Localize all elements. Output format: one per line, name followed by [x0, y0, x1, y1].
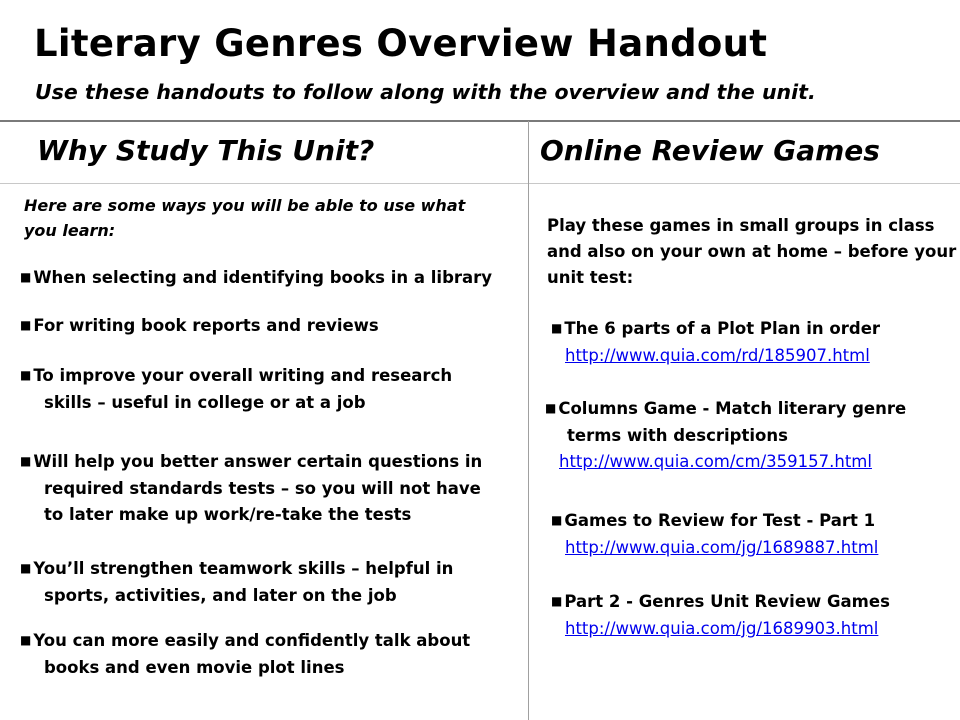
- game-link[interactable]: http://www.quia.com/jg/1689903.html: [565, 619, 879, 638]
- page-subtitle: Use these handouts to follow along with the overview and the unit.: [35, 80, 816, 104]
- list-item: [20, 628, 470, 681]
- square-bullet-icon: ■: [20, 318, 32, 332]
- game-link[interactable]: http://www.quia.com/cm/359157.html: [559, 452, 872, 471]
- column-heading-divider: [0, 183, 960, 184]
- square-bullet-icon: ■: [551, 321, 563, 335]
- list-item: [20, 265, 492, 292]
- game-title: Columns Game - Match literary genre: [558, 399, 907, 418]
- why-study-intro: Here are some ways you will be able to use what you learn:: [24, 196, 466, 240]
- why-study-heading: Why Study This Unit?: [37, 134, 375, 167]
- game-link[interactable]: http://www.quia.com/jg/1689887.html: [565, 538, 879, 557]
- bullet-text: For writing book reports and reviews: [33, 316, 379, 335]
- list-item: [551, 316, 880, 369]
- square-bullet-icon: ■: [20, 368, 32, 382]
- bullet-text: required standards tests – so you will not have: [44, 479, 481, 498]
- square-bullet-icon: ■: [545, 401, 557, 415]
- square-bullet-icon: ■: [20, 454, 32, 468]
- bullet-text: You’ll strengthen teamwork skills – helpful in: [33, 559, 454, 578]
- list-item: [20, 449, 482, 528]
- list-item: [20, 363, 452, 416]
- square-bullet-icon: ■: [551, 594, 563, 608]
- game-title: The 6 parts of a Plot Plan in order: [564, 319, 881, 338]
- bullet-text: To improve your overall writing and research: [33, 366, 453, 385]
- square-bullet-icon: ■: [20, 270, 32, 284]
- list-item: [545, 396, 906, 475]
- bullet-text: sports, activities, and later on the job: [44, 586, 397, 605]
- list-item: [20, 313, 379, 340]
- game-title: terms with descriptions: [567, 426, 788, 445]
- game-link[interactable]: http://www.quia.com/rd/185907.html: [565, 346, 870, 365]
- bullet-text: Will help you better answer certain questions in: [33, 452, 483, 471]
- bullet-text: to later make up work/re-take the tests: [44, 505, 412, 524]
- list-item: [20, 556, 453, 609]
- page-title: Literary Genres Overview Handout: [34, 22, 768, 65]
- bullet-text: When selecting and identifying books in a library: [33, 268, 493, 287]
- list-item: [551, 508, 878, 561]
- bullet-text: skills – useful in college or at a job: [44, 393, 366, 412]
- game-title: Part 2 - Genres Unit Review Games: [564, 592, 890, 611]
- game-title: Games to Review for Test - Part 1: [564, 511, 876, 530]
- square-bullet-icon: ■: [20, 561, 32, 575]
- header-divider: [0, 120, 960, 122]
- bullet-text: books and even movie plot lines: [44, 658, 345, 677]
- bullet-text: You can more easily and confidently talk about: [33, 631, 471, 650]
- column-divider: [528, 121, 529, 720]
- square-bullet-icon: ■: [551, 513, 563, 527]
- list-item: [551, 589, 890, 642]
- review-games-intro: Play these games in small groups in class and also on your own at home – before your unit test:: [547, 216, 957, 287]
- square-bullet-icon: ■: [20, 633, 32, 647]
- review-games-heading: Online Review Games: [540, 134, 880, 167]
